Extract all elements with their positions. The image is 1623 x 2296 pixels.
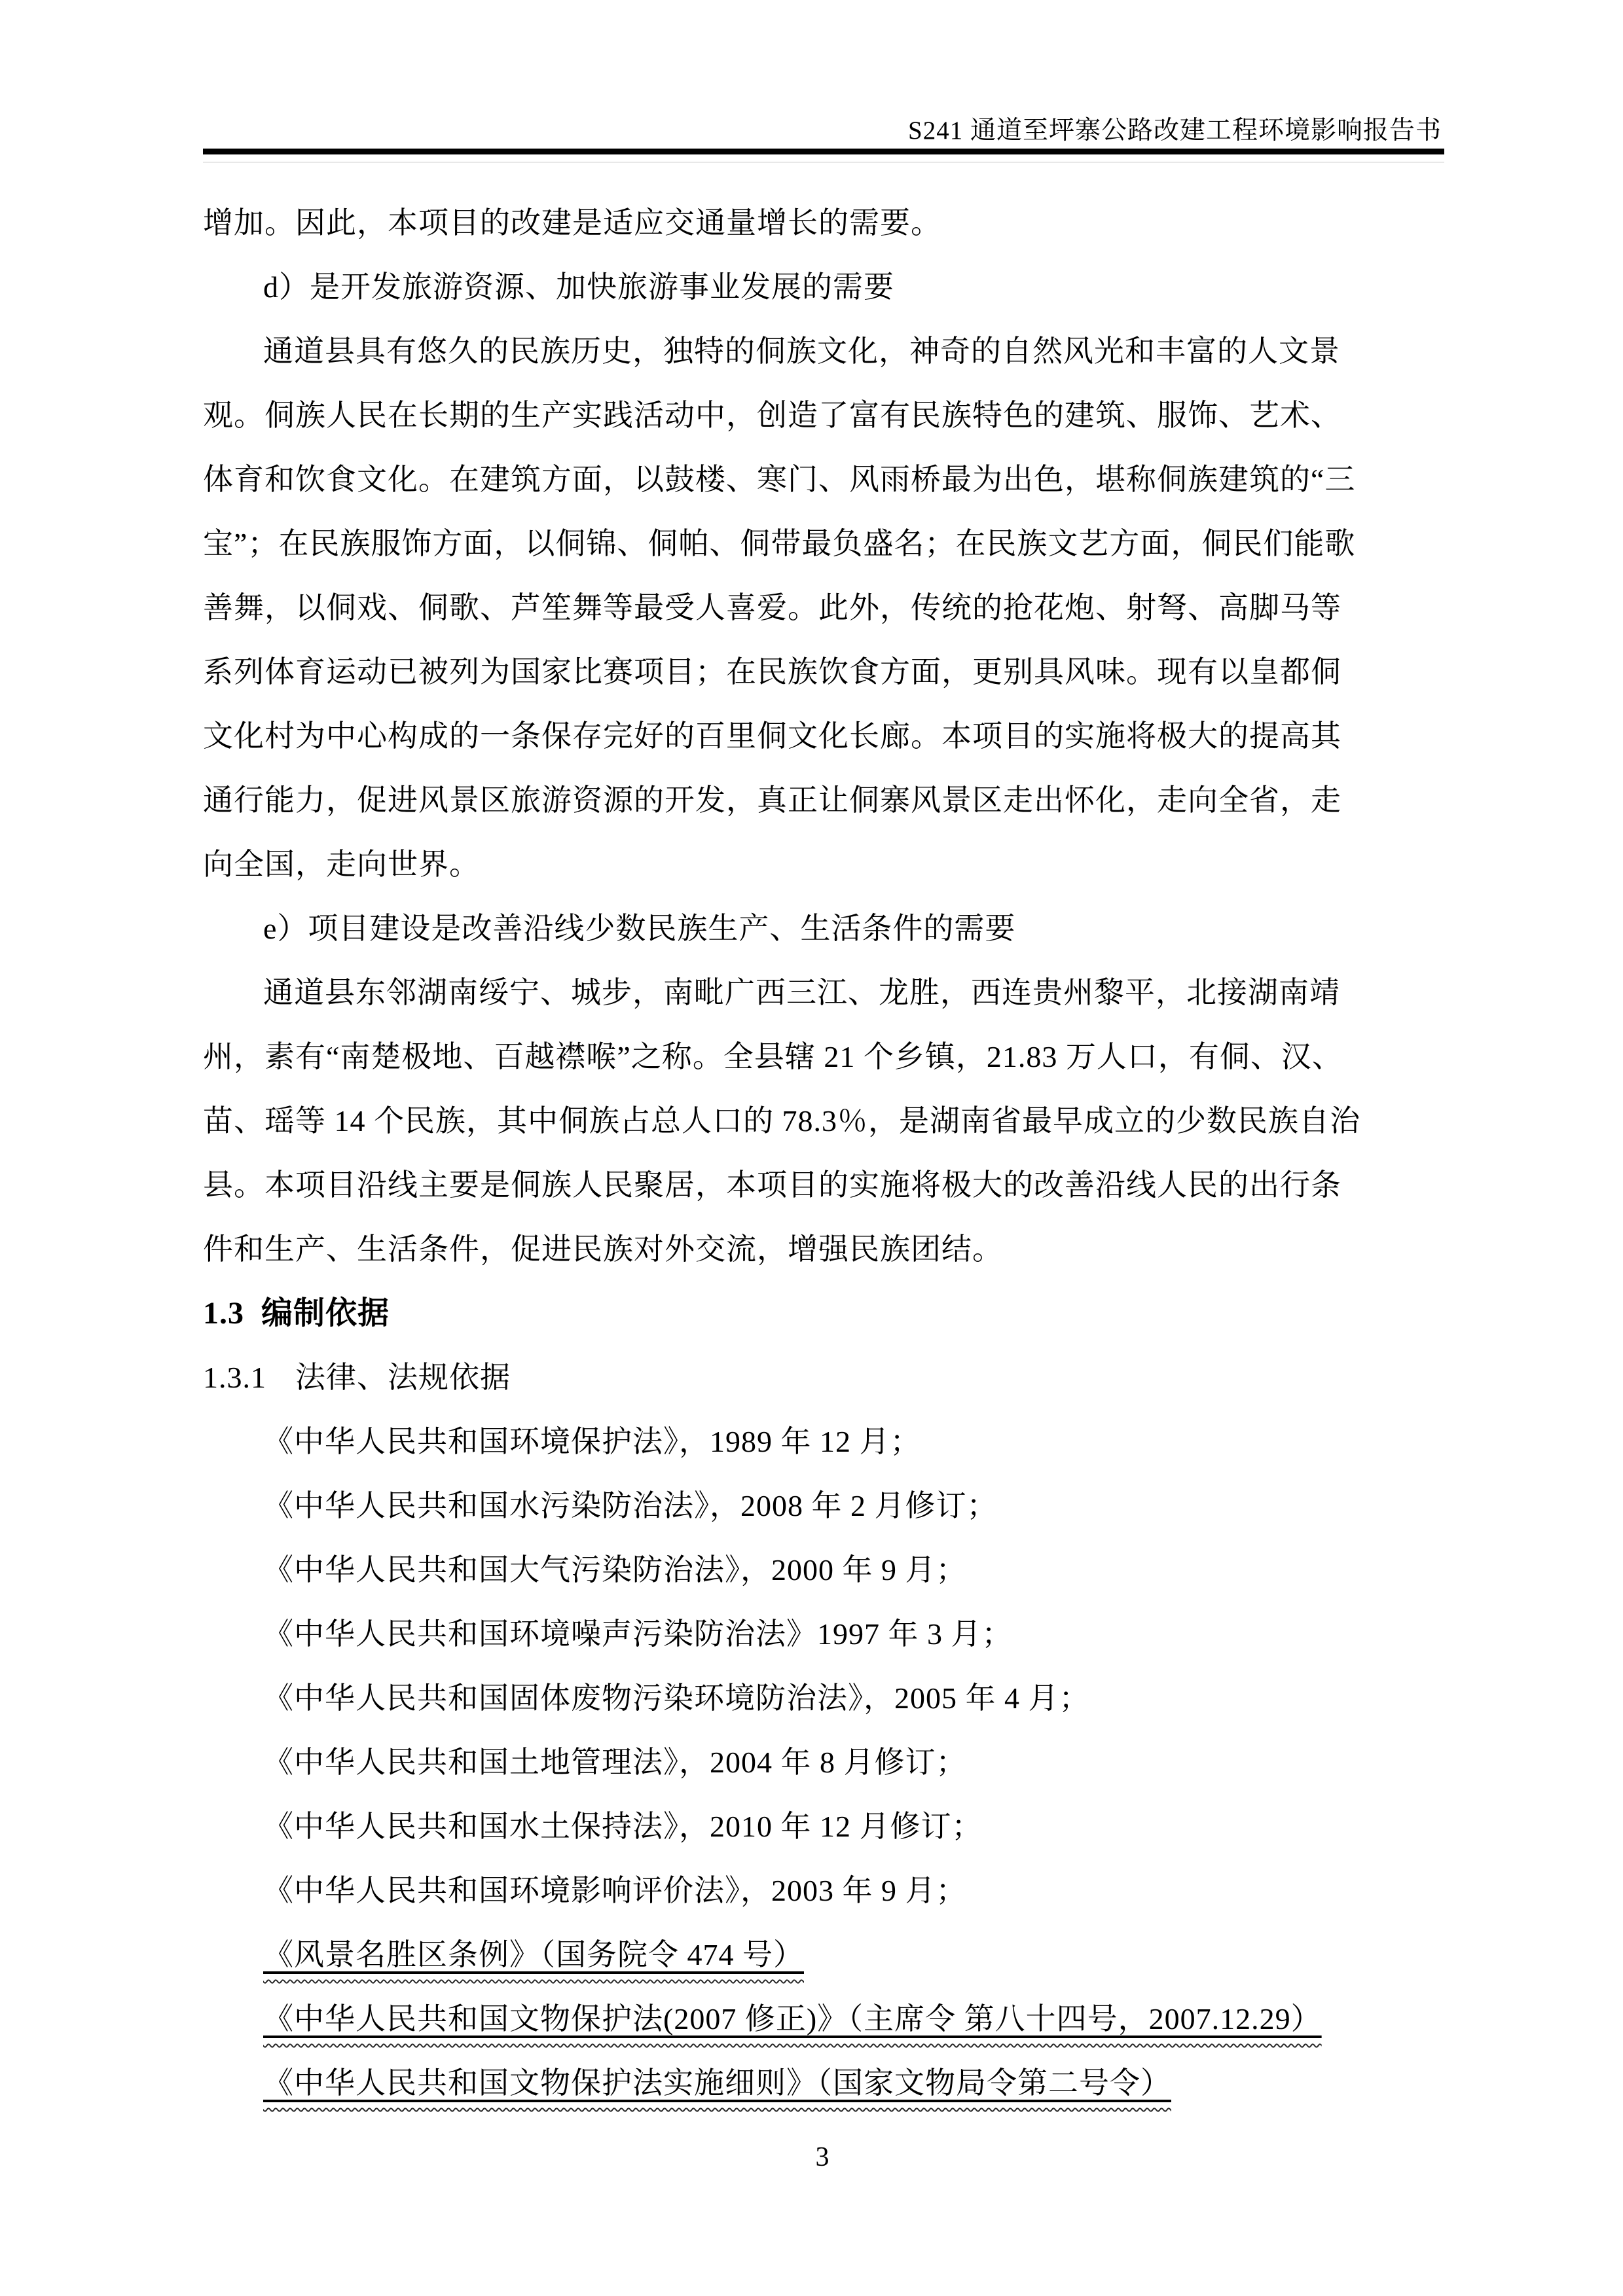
law-list-item: 《中华人民共和国大气污染防治法》，2000 年 9 月；	[263, 1553, 967, 1587]
paragraph-line: 善舞，以侗戏、侗歌、芦笙舞等最受人喜爱。此外，传统的抢花炮、射弩、高脚马等	[203, 591, 1341, 624]
law-list-item: 《中华人民共和国水土保持法》，2010 年 12 月修订；	[263, 1810, 983, 1843]
header-rule	[203, 149, 1444, 154]
paragraph-line: 体育和饮食文化。在建筑方面，以鼓楼、寒门、风雨桥最为出色，堪称侗族建筑的“三	[203, 463, 1356, 496]
paragraph-line: 通道县东邻湖南绥宁、城步，南毗广西三江、龙胜，西连贵州黎平，北接湖南靖	[263, 976, 1340, 1009]
paragraph-line: 文化村为中心构成的一条保存完好的百里侗文化长廊。本项目的实施将极大的提高其	[203, 719, 1341, 753]
paragraph-line: e）项目建设是改善沿线少数民族生产、生活条件的需要	[263, 912, 1016, 945]
law-list-item-underlined	[203, 2051, 1442, 2115]
paragraph-line: 增加。因此，本项目的改建是适应交通量增长的需要。	[203, 206, 941, 240]
underline-wrap	[263, 2002, 1322, 2036]
law-list-item: 《中华人民共和国固体废物污染环境防治法》，2005 年 4 月；	[263, 1681, 1090, 1715]
underline-wrap	[263, 2066, 1171, 2100]
paragraph-line: 宝”；在民族服饰方面，以侗锦、侗帕、侗带最负盛名；在民族文艺方面，侗民们能歌	[203, 527, 1356, 560]
law-item-text: 《中华人民共和国文物保护法(2007 修正)》（主席令 第八十四号，2007.12.29）	[263, 2002, 1322, 2036]
law-list-item: 《中华人民共和国土地管理法》，2004 年 8 月修订；	[263, 1746, 967, 1779]
section-heading-1-3	[203, 1282, 1442, 1346]
law-list-item: 《中华人民共和国环境影响评价法》，2003 年 9 月；	[263, 1874, 967, 1907]
paragraph-line: d）是开发旅游资源、加快旅游事业发展的需要	[263, 270, 894, 304]
underline-wrap	[263, 1938, 804, 1971]
paragraph-line: 县。本项目沿线主要是侗族人民聚居，本项目的实施将极大的改善沿线人民的出行条	[203, 1168, 1341, 1202]
law-list-item-underlined	[203, 1987, 1442, 2051]
header-rule-shadow	[203, 162, 1444, 163]
page-number: 3	[815, 2142, 830, 2172]
law-item-text: 《中华人民共和国文物保护法实施细则》（国家文物局令第二号令）	[263, 2066, 1171, 2100]
section-heading-1-3-1	[203, 1346, 1442, 1410]
paragraph-line: 苗、瑶等 14 个民族，其中侗族占总人口的 78.3％，是湖南省最早成立的少数民族自治	[203, 1104, 1360, 1138]
paragraph-line: 系列体育运动已被列为国家比赛项目；在民族饮食方面，更别具风味。现有以皇都侗	[203, 655, 1341, 689]
law-item-text: 《风景名胜区条例》（国务院令 474 号）	[263, 1938, 804, 1971]
law-list-item: 《中华人民共和国环境噪声污染防治法》1997 年 3 月；	[263, 1617, 1013, 1651]
paragraph-line: 州，素有“南楚极地、百越襟喉”之称。全县辖 21 个乡镇，21.83 万人口，有侗、汉、	[203, 1040, 1343, 1073]
header-title: S241 通道至坪寨公路改建工程环境影响报告书	[908, 117, 1442, 145]
paragraph-line: 通行能力，促进风景区旅游资源的开发，真正让侗寨风景区走出怀化，走向全省，走	[203, 783, 1341, 817]
paragraph-line: 观。侗族人民在长期的生产实践活动中，创造了富有民族特色的建筑、服饰、艺术、	[203, 399, 1341, 432]
section-number: 1.3.1	[203, 1361, 266, 1394]
section-title: 法律、法规依据	[295, 1361, 511, 1394]
law-list-item: 《中华人民共和国环境保护法》，1989 年 12 月；	[263, 1425, 921, 1458]
paragraph-line: 通道县具有悠久的民族历史，独特的侗族文化，神奇的自然风光和丰富的人文景	[263, 334, 1340, 368]
paragraph-line: 件和生产、生活条件，促进民族对外交流，增强民族团结。	[203, 1232, 1003, 1266]
section-title: 编制依据	[261, 1296, 390, 1331]
document-body	[203, 191, 1442, 2115]
section-number: 1.3	[203, 1296, 244, 1331]
paragraph-line: 向全国，走向世界。	[203, 848, 480, 881]
law-list-item: 《中华人民共和国水污染防治法》，2008 年 2 月修订；	[263, 1489, 998, 1522]
law-list-item-underlined	[203, 1923, 1442, 1987]
